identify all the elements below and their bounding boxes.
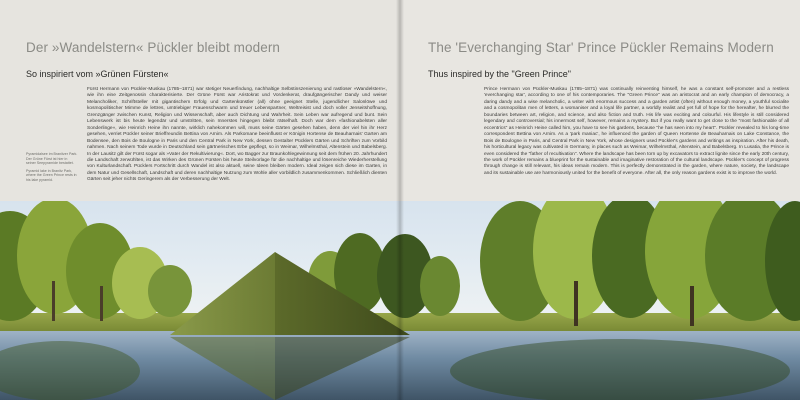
book-gutter [396,0,404,400]
page-title-english: The 'Everchanging Star' Prince Pückler Remains Modern [428,40,774,55]
trees-left [0,201,192,321]
page-title-german: Der »Wandelstern« Pückler bleibt modern [26,40,281,55]
tree-reflections [0,339,790,400]
section-subtitle-english: Thus inspired by the "Green Prince" [428,69,571,79]
trees-right [480,201,800,326]
body-text-german: Fürst Hermann von Pückler-Muskau (1785–1871) war stetiger Neuerfindung, nachhaltige Selbstinszenierung und rastloser »Wandelstern«, wie ihn eine Zeitgenossin charakterisierte. Der Grüne Fürst war Aristokrat und Vordenkerat, draufgängerischer Dandy und weiser Melancholiker, Schriftsteller mit gigantischem Erfolg und Gartenkünstler (all) ohne geeignet Stelle, jugendlicher Salonlöwe und kosmopolitischer Mimme de lettres, umtriebiger Frauenschwarm und treuer Lebenspartner, Weltreisist und doch voller Jenseitshoffnung, Grenzgänger zwischen Kunst, Religion und Wissenschaft, aber auch Dichtung und Wahrheit. Sein Leben war aufregend und bunt. Sein Lebenswerk ist bis heute legendär und umstritten, sein Innerstes hingegen bleibt rätselhaft. Doch war dem »fashionabelsten aller Sonderlinge«, wie Heinrich Heine ihn nannte, wirklich nahekommen will, muss seine Gärten gesehen haben, denn der viel hin ihr Herz gesehen, verriet Pückler seiner Brieffreundin Bettina von Arnim. Als Parkomane beeinflusst er Königin Hortense de Beauharnais' Garten am Bodensee, den Bois de Boulogne in Paris und den Central Park in New York, dessen Gestalter Pücklers Gärten und Schriften zum Vorbild nahmen. Nach seinem Tode wurde in Deutschland sein gärtnerisches Erbe gepflegt, so in Weimar, Wilhelmsthal, Altenstein und Babelsberg. In der Lausitz gilt der Fürst sogar als »Vater der Rekultivierung«. Dort, wo Bagger zur Braunkohlegewinnung seit dem frühen 20. Jahrhundert die Landschaft zerwühlten, ist das Wirken des Grünen Fürsten bis heute Steilvorlage für die nachhaltige und lösenreiche Wiederherstellung von Kulturlandschaft. Pücklers Fortschritt durch Wandel ist also aktuell, seine Ideen bleiben modern. Ideal zeigen sich diese im Garten, in dem Natur und Gesellschaft, Landschaft und deren nachhaltige Nutzung zum Wohle aller vorbildlich zusammenkommen. Schließlich dienten Gärten seit jeher nichts Geringerem als der Verbesserung der Welt. [87,87,387,183]
photo-caption [26,152,78,185]
section-subtitle-german: So inspiriert vom »Grünen Fürsten« [26,69,169,79]
pyramid-reflection [170,337,410,400]
caption-english: Pyramid lake in Branitz Park, where the Green Prince rests in his lake pyramid. [26,168,77,182]
caption-german: Pyramidalsee im Branitzer Park. Der Grüne Fürst ist hier in seiner Seepyramide bestattet. [26,152,78,165]
body-text-english: Prince Hermann von Pückler-Muskau (1785–1871) was continually reinventing himself, he was a constant self-promoter and a restless 'everchanging star', according to one of his contemporaries. The "Green Prince" was an aristocrat and an early champion of democracy, a daring dandy and a wise melancholic, a writer with enormous success and a garden artist (often) without enough money, a youthful socialite and a cosmopolitan men of letters, a womaniser and a loyal life partner, a worldly realist and yet full of hope for the hereafter, he blurred the boundaries between art, religion, and science, and also fiction and truth. His life was exciting and colourful. His lifestyle is still considered legendary and controversial; his innermost self, however, remains a mystery. But if you really want to get close to the "most fashionable of all eccentrics" as Heinrich Heine called him, you have to see his gardens, because "he has seen into my heart". Pückler revealed to his long-time correspondent Bettina von Arnim. As a 'park maniac', he influenced the garden of Queen Hortense de Beauharnais on Lake Constance, the Bois de Boulogne in Paris, and Central Park in New York, whose designers used Pückler's gardens and writings as inspiration. After his death, his horticultural legacy was cultivated in Germany, in places such as Weimar, Wilhelmsthal, Altenstein, and Babelsberg. In Lusatia, the Prince is even considered the "father of recultivation". Where the landscape has been torn up by excavators to extract lignite since the early 20th century, the work of Pückler remains a blueprint for the sustainable and imaginative restoration of the cultural landscape. Pückler's concept of progress through change is still relevant, his ideas remain modern. This is perfectly demonstrated in the garden, where nature, society, the landscape and its sustainable use are harmoniously united for the benefit of everyone. After all, the only reason gardens exist is to improve the world. [484,87,789,176]
